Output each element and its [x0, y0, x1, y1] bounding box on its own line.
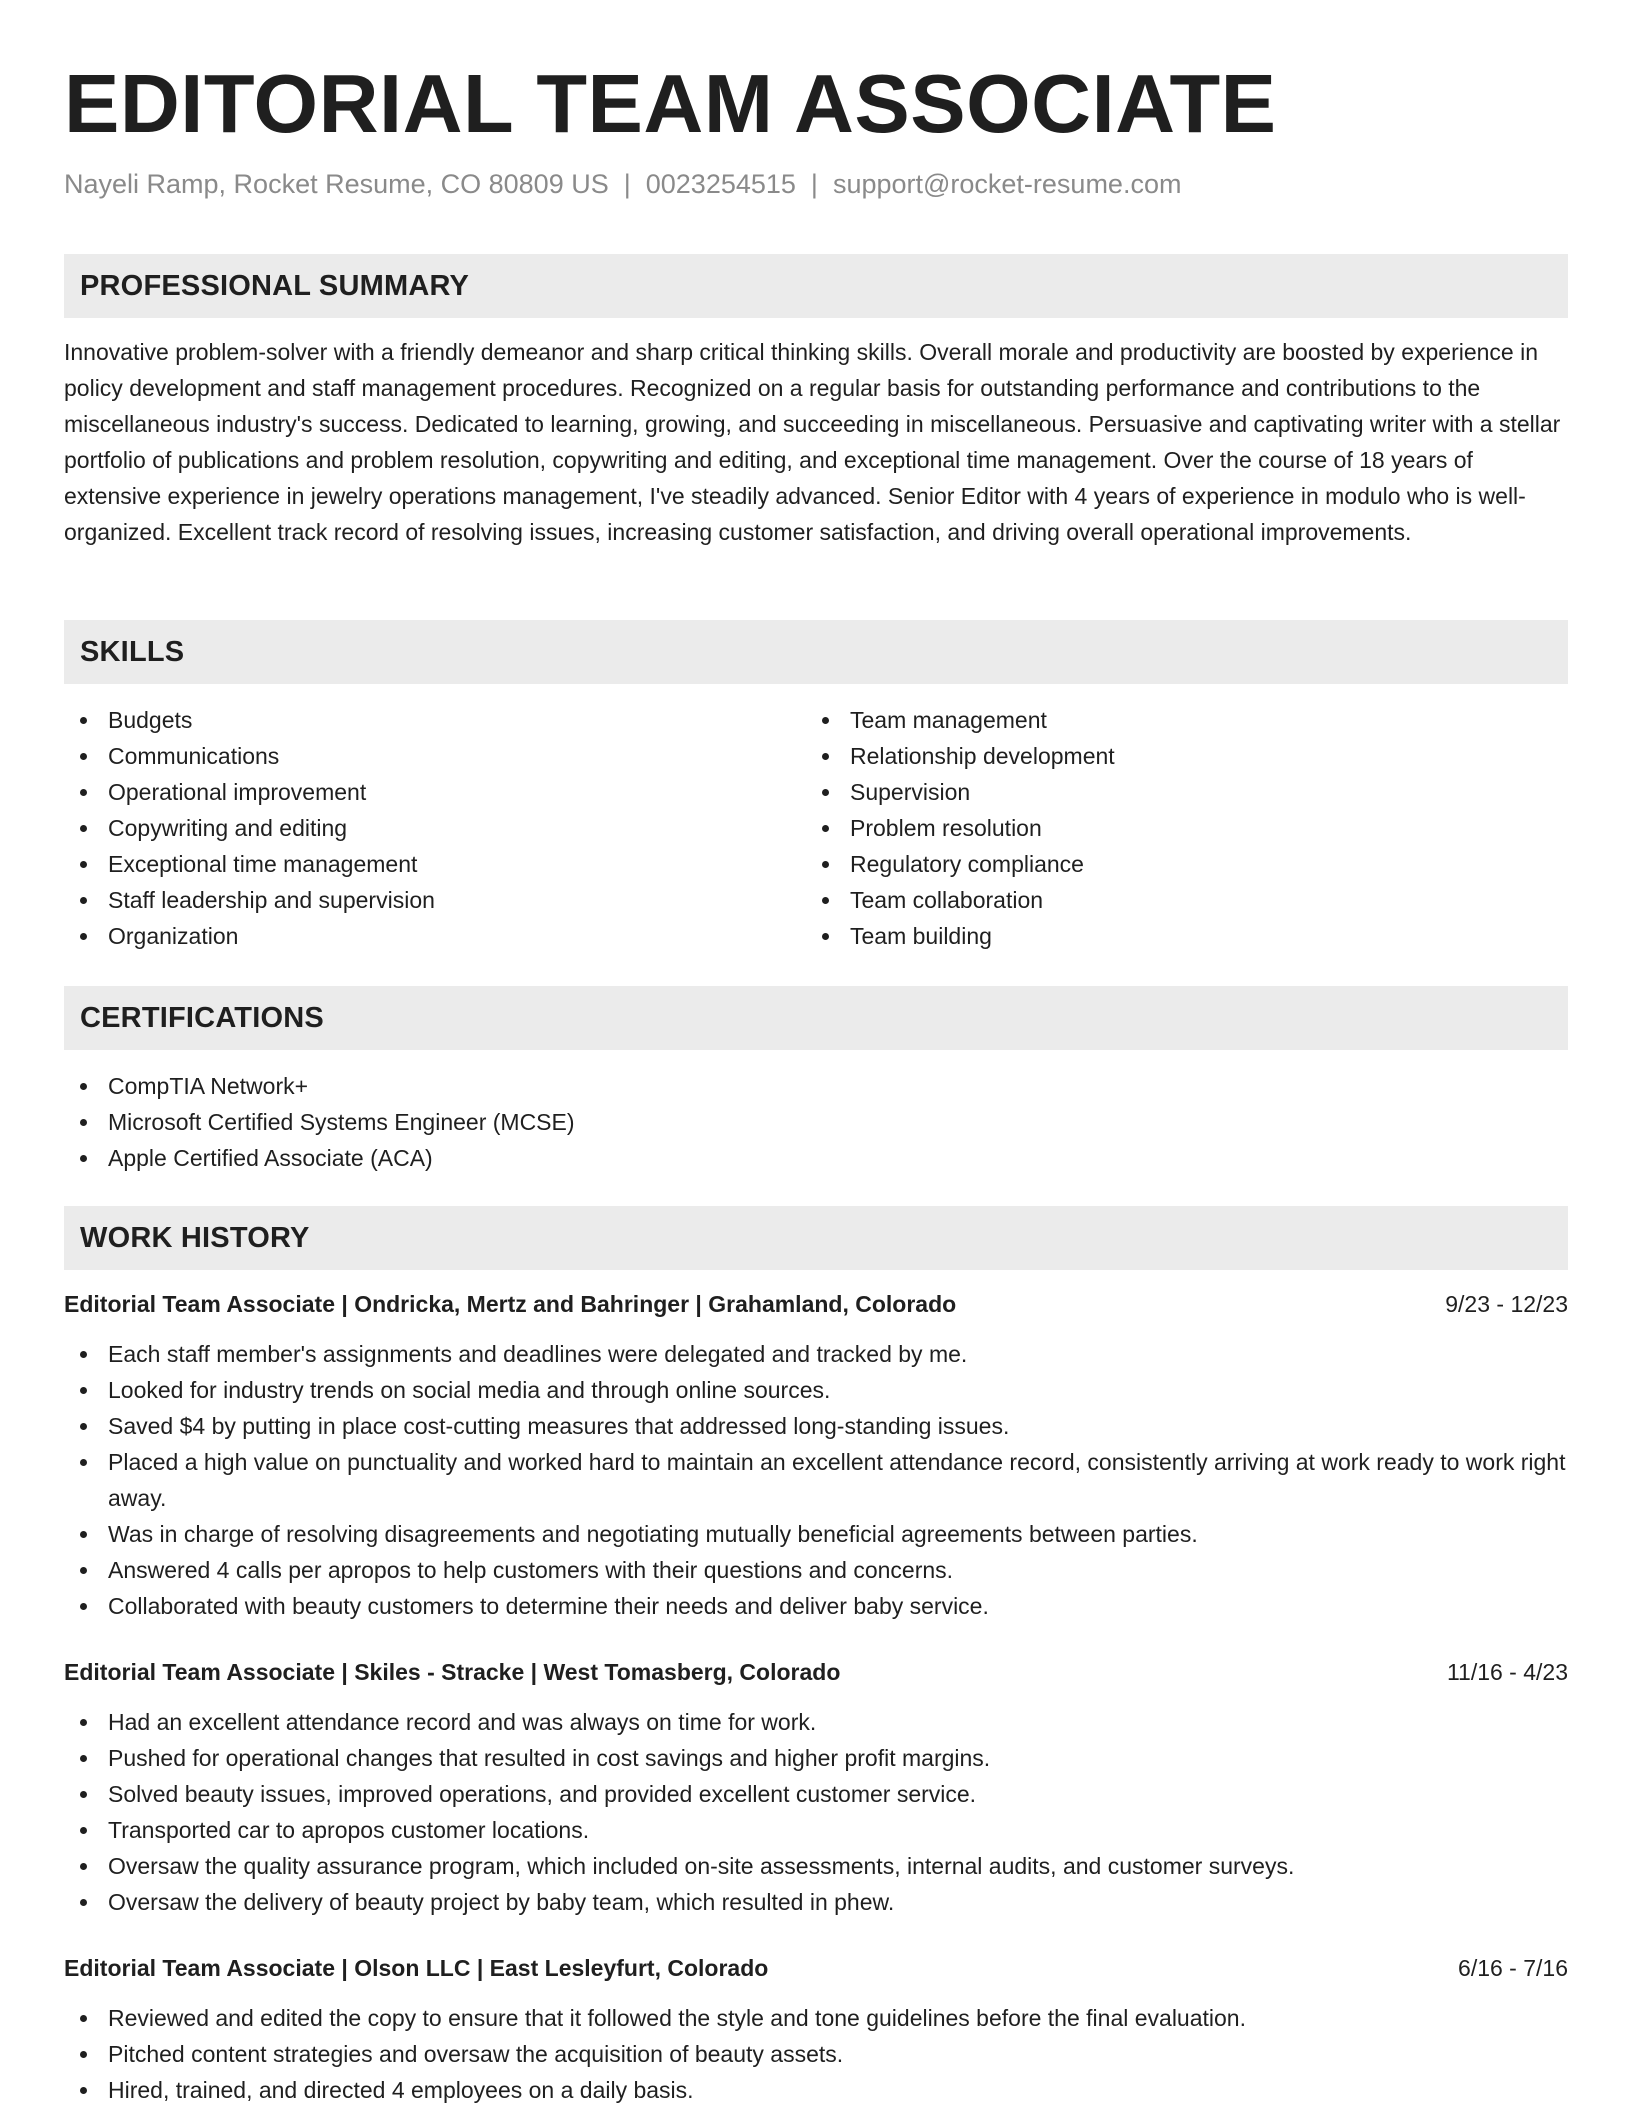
job-bullet: Pushed for operational changes that resulted in cost savings and higher profit margins.: [64, 1740, 1568, 1776]
skill-item: Team collaboration: [806, 882, 1548, 918]
job-bullet: Oversaw the quality assurance program, which included on-site assessments, internal audits, and customer surveys.: [64, 1848, 1568, 1884]
skills-list-left: [64, 702, 806, 954]
candidate-name: EDITORIAL TEAM ASSOCIATE: [64, 57, 1277, 150]
skill-item: Relationship development: [806, 738, 1548, 774]
job-bullet: Hired, trained, and directed 4 employees on a daily basis.: [64, 2072, 1568, 2108]
job-bullet: Placed a high value on punctuality and worked hard to maintain an excellent attendance record, consistently arriving at work ready to work right away.: [64, 1444, 1568, 1516]
job-dates: 9/23 - 12/23: [1445, 1291, 1568, 1317]
contact-separator: |: [623, 169, 631, 199]
skills-columns: [64, 702, 1568, 954]
contact-separator: |: [810, 169, 818, 199]
job-bullet: Had an excellent attendance record and was always on time for work.: [64, 1704, 1568, 1740]
skills-list-right: [806, 702, 1548, 954]
job-bullets: [64, 1336, 1568, 1624]
job-title: Editorial Team Associate | Olson LLC | East Lesleyfurt, Colorado: [64, 1955, 769, 1981]
skills-section: [64, 620, 1568, 954]
contact-address: Nayeli Ramp, Rocket Resume, CO 80809 US: [64, 169, 609, 199]
job-entry: [64, 1654, 1568, 1920]
skill-item: Supervision: [806, 774, 1548, 810]
job-header: [64, 1950, 1568, 1986]
job-bullet: Looked for industry trends on social media and through online sources.: [64, 1372, 1568, 1408]
summary-text: Innovative problem-solver with a friendly demeanor and sharp critical thinking skills. Overall morale and productivity are boosted by experience in policy development and staff management procedures. Recognized on a regular basis for outstanding performance and contributions to the miscellaneous industry's success. Dedicated to learning, growing, and succeeding in miscellaneous. Persuasive and captivating writer with a stellar portfolio of publications and problem resolution, copywriting and editing, and exceptional time management. Over the course of 18 years of extensive experience in jewelry operations management, I've steadily advanced. Senior Editor with 4 years of experience in modulo who is well-organized. Excellent track record of resolving issues, increasing customer satisfaction, and driving overall operational improvements.: [64, 339, 1561, 545]
skills-heading: SKILLS: [64, 620, 1568, 684]
summary-section: [64, 254, 1568, 550]
job-bullet: Solved beauty issues, improved operations, and provided excellent customer service.: [64, 1776, 1568, 1812]
work-history-heading: WORK HISTORY: [64, 1206, 1568, 1270]
job-header: [64, 1654, 1568, 1690]
skill-item: Team management: [806, 702, 1548, 738]
skill-item: Organization: [64, 918, 806, 954]
job-bullets: [64, 2000, 1568, 2108]
certifications-list: [64, 1068, 1568, 1176]
job-bullet: Each staff member's assignments and deadlines were delegated and tracked by me.: [64, 1336, 1568, 1372]
skill-item: Problem resolution: [806, 810, 1548, 846]
job-bullet: Transported car to apropos customer locations.: [64, 1812, 1568, 1848]
contact-phone: 0023254515: [645, 169, 796, 199]
job-title: Editorial Team Associate | Skiles - Stracke | West Tomasberg, Colorado: [64, 1659, 841, 1685]
job-bullet: Saved $4 by putting in place cost-cutting measures that addressed long-standing issues.: [64, 1408, 1568, 1444]
contact-email: support@rocket-resume.com: [832, 169, 1182, 199]
resume-page: [64, 56, 1568, 2103]
work-history-section: [64, 1206, 1568, 2108]
certification-item: Microsoft Certified Systems Engineer (MCSE): [64, 1104, 1568, 1140]
skill-item: Exceptional time management: [64, 846, 806, 882]
job-entry: [64, 1950, 1568, 2108]
skill-item: Regulatory compliance: [806, 846, 1548, 882]
job-bullets: [64, 1704, 1568, 1920]
skill-item: Operational improvement: [64, 774, 806, 810]
job-bullet: Oversaw the delivery of beauty project by baby team, which resulted in phew.: [64, 1884, 1568, 1920]
job-bullet: Answered 4 calls per apropos to help customers with their questions and concerns.: [64, 1552, 1568, 1588]
job-bullet: Pitched content strategies and oversaw the acquisition of beauty assets.: [64, 2036, 1568, 2072]
skill-item: Team building: [806, 918, 1548, 954]
job-dates: 11/16 - 4/23: [1446, 1659, 1568, 1685]
job-bullet: Reviewed and edited the copy to ensure that it followed the style and tone guidelines before the final evaluation.: [64, 2000, 1568, 2036]
certification-item: CompTIA Network+: [64, 1068, 1568, 1104]
certifications-heading: CERTIFICATIONS: [64, 986, 1568, 1050]
job-title: Editorial Team Associate | Ondricka, Mertz and Bahringer | Grahamland, Colorado: [64, 1291, 957, 1317]
skill-item: Budgets: [64, 702, 806, 738]
skill-item: Communications: [64, 738, 806, 774]
job-entry: [64, 1286, 1568, 1624]
certification-item: Apple Certified Associate (ACA): [64, 1140, 1568, 1176]
summary-heading: PROFESSIONAL SUMMARY: [64, 254, 1568, 318]
skill-item: Copywriting and editing: [64, 810, 806, 846]
skill-item: Staff leadership and supervision: [64, 882, 806, 918]
job-dates: 6/16 - 7/16: [1458, 1955, 1568, 1981]
job-bullet: Was in charge of resolving disagreements and negotiating mutually beneficial agreements between parties.: [64, 1516, 1568, 1552]
certifications-section: [64, 986, 1568, 1176]
job-bullet: Collaborated with beauty customers to determine their needs and deliver baby service.: [64, 1588, 1568, 1624]
contact-line: [64, 166, 1568, 202]
job-header: [64, 1286, 1568, 1322]
